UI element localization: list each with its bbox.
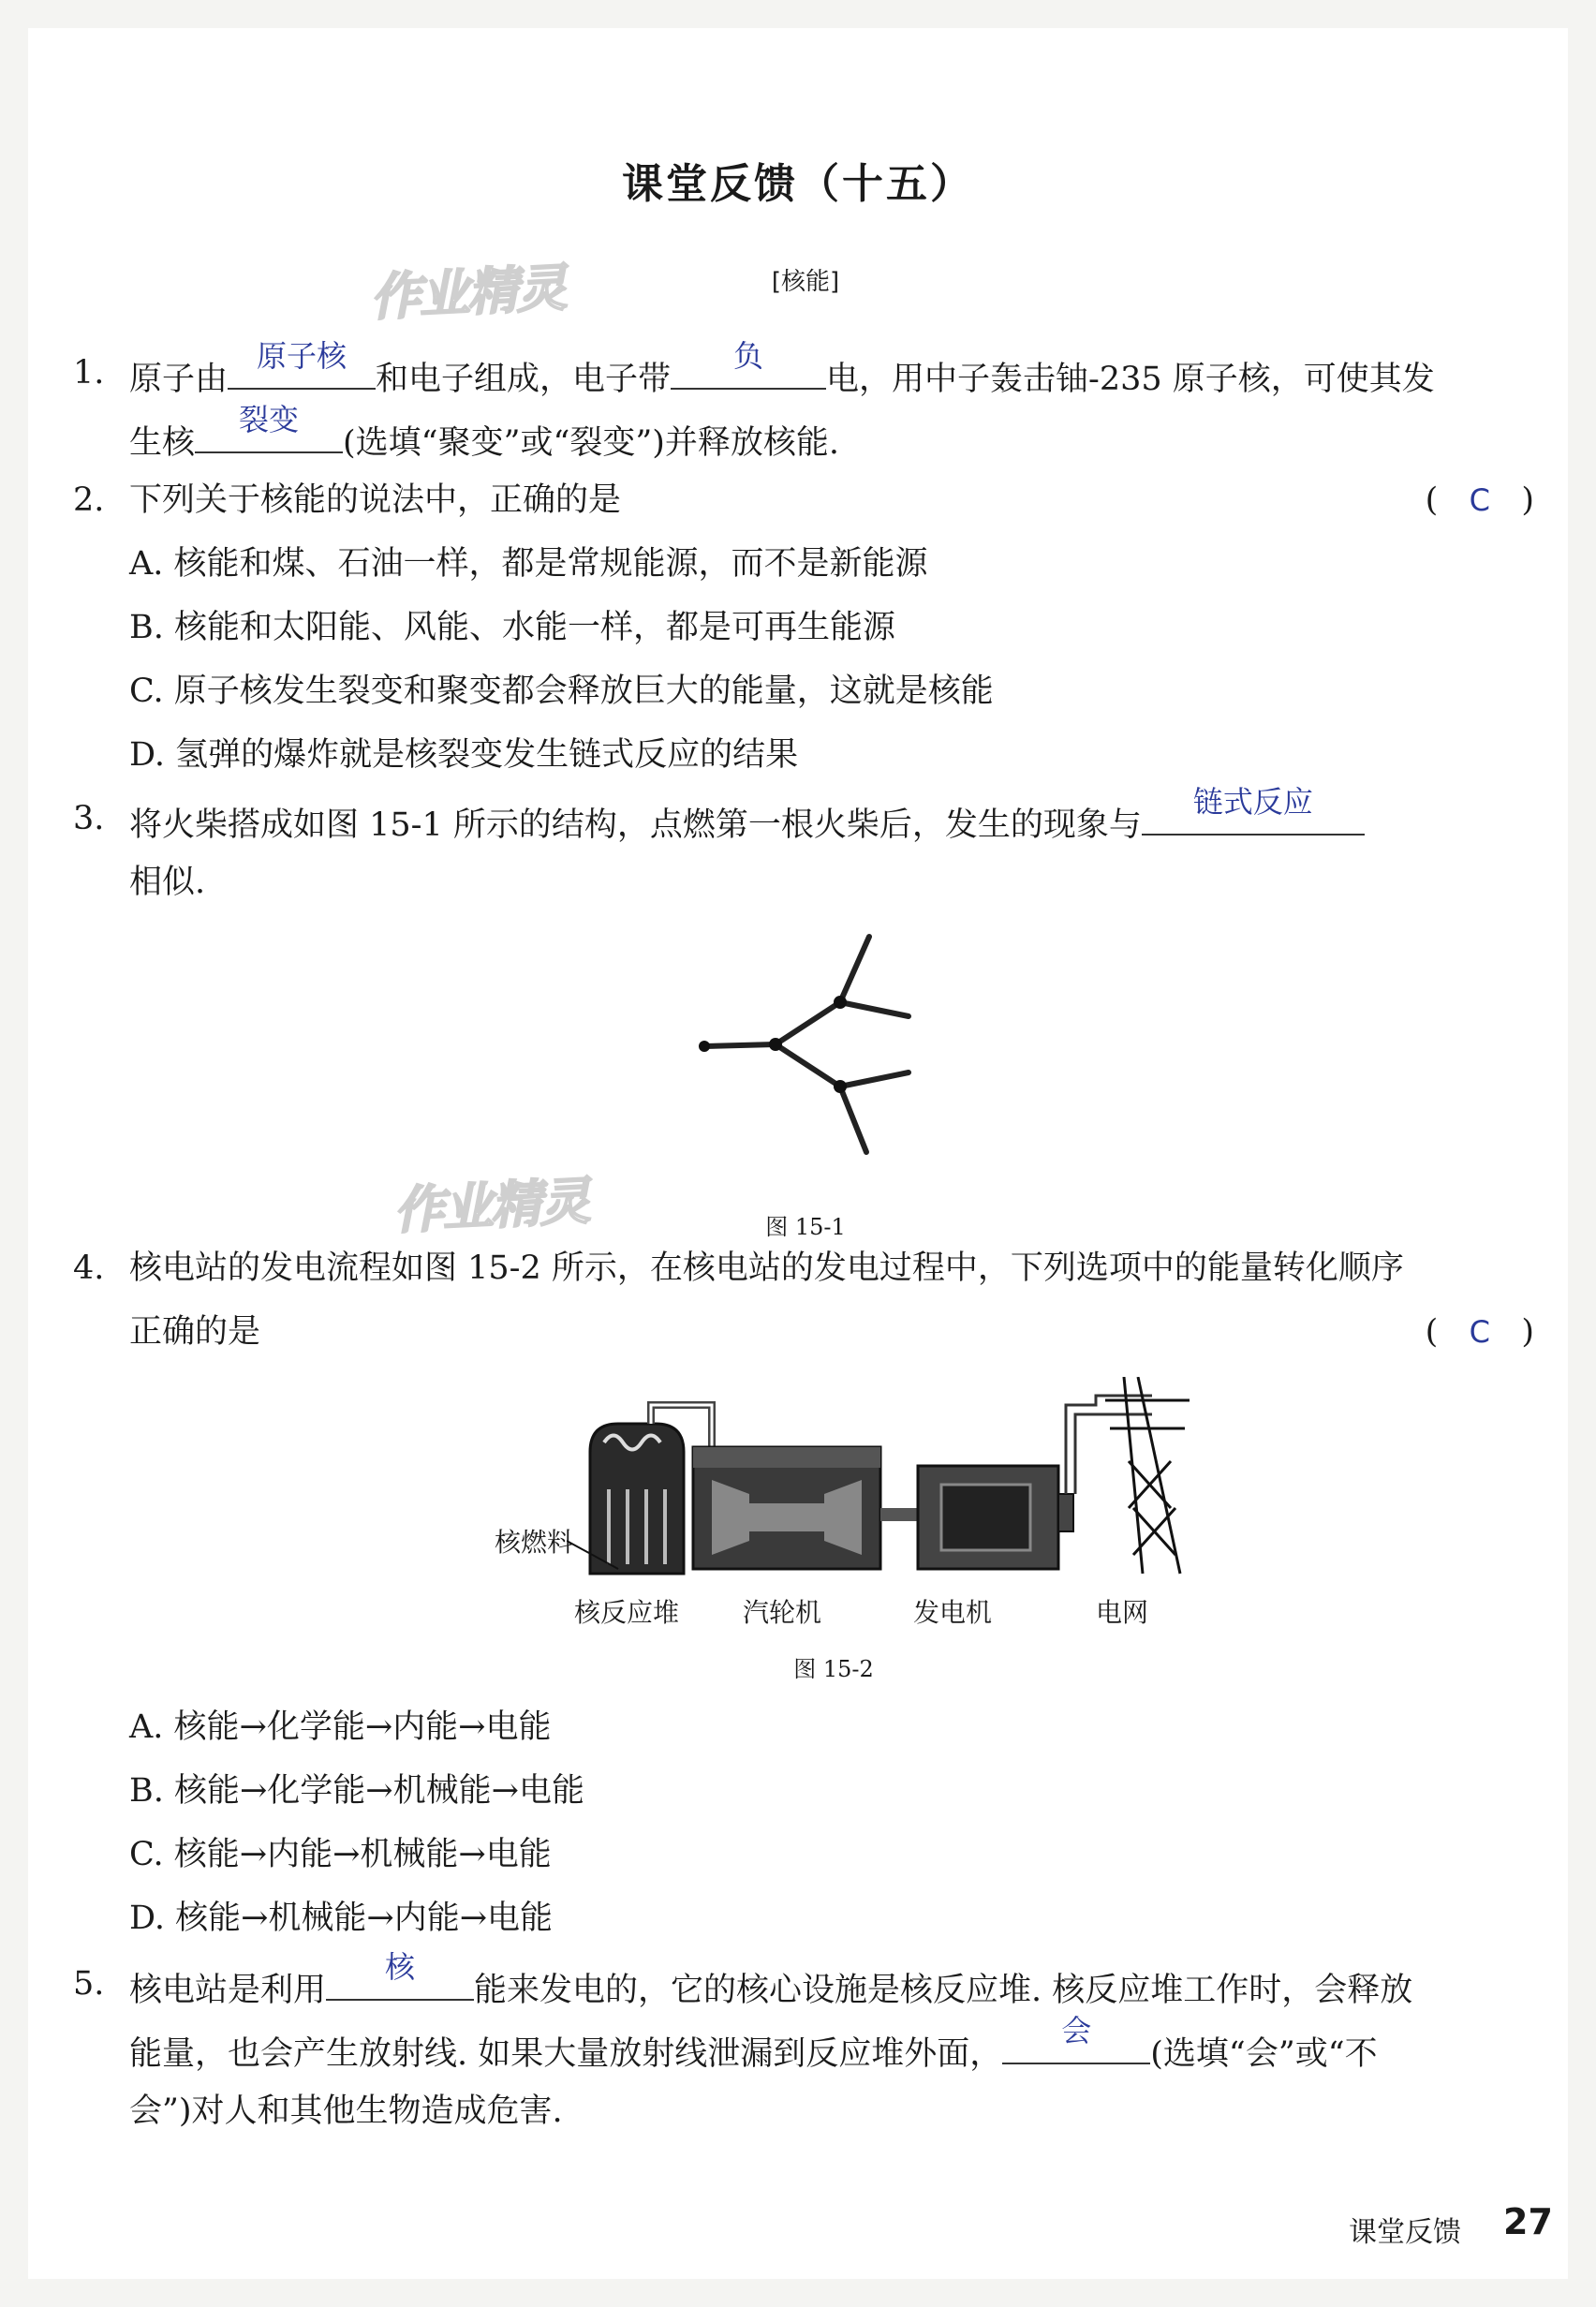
q1-text-3: 电，用中子轰击铀-235 原子核，可使其发 [826,361,1435,398]
q1-text-1: 原子由 [129,361,229,398]
q5-text-2: 能来发电的，它的核心设施是核反应堆. 核反应堆工作时，会释放 [474,1972,1413,2009]
q2-option-d: D. 氢弹的爆炸就是核裂变发生链式反应的结果 [129,736,799,774]
q1-line2 [129,402,840,466]
turbine-icon [693,1447,880,1569]
figure-15-2-power-plant [571,1377,1190,1602]
q5-answer-1: 核 [385,1949,416,1985]
q2-option-a: A. 核能和煤、石油一样，都是常规能源，而不是新能源 [129,545,928,583]
q5-line3: 会”)对人和其他生物造成危害. [129,2093,563,2130]
q5-text-3: 能量，也会产生放射线. 如果大量放射线泄漏到反应堆外面， [129,2035,1003,2073]
watermark-top: 作业精灵 [368,258,567,328]
label-grid: 电网 [1096,1597,1149,1628]
q4-option-d: D. 核能→机械能→内能→电能 [129,1900,554,1937]
q1-blank-1[interactable] [228,338,376,390]
q2-number: 2. [73,481,105,519]
label-turbine: 汽轮机 [743,1597,822,1628]
label-nuclear-fuel: 核燃料 [495,1527,574,1558]
q1-line1 [129,338,1435,402]
q4-option-a: A. 核能→化学能→内能→电能 [129,1708,552,1746]
q1-answer-3: 裂变 [239,402,300,437]
q1-text-4: 生核 [129,424,196,462]
page-number: 27 [1503,2201,1553,2242]
label-reactor: 核反应堆 [574,1597,680,1628]
q4-option-c: C. 核能→内能→机械能→电能 [129,1836,552,1873]
watermark-middle: 作业精灵 [392,1171,590,1241]
q5-answer-2: 会 [1061,2013,1092,2048]
label-fuel-pointer [567,1531,623,1578]
q5-blank-1[interactable] [326,1949,474,2001]
label-generator: 发电机 [913,1597,993,1628]
q3-blank-1[interactable] [1142,784,1365,836]
q1-text-5: (选填“聚变”或“裂变”)并释放核能. [343,424,840,462]
q1-text-2: 和电子组成，电子带 [376,361,672,398]
section-tag: [核能] [771,268,840,296]
q3-answer-1: 链式反应 [1192,784,1313,820]
q5-text-4: (选填“会”或“不 [1150,2035,1378,2073]
q4-option-b: B. 核能→化学能→机械能→电能 [129,1772,584,1810]
q5-number: 5. [73,1965,105,2003]
q2-answer-bracket: ( C ) [1425,481,1534,519]
q1-answer-1: 原子核 [257,338,347,374]
page-title: 课堂反馈（十五） [622,160,974,208]
q4-answer-bracket: ( C ) [1425,1313,1534,1351]
q3-text-1: 将火柴搭成如图 15-1 所示的结构，点燃第一根火柴后，发生的现象与 [129,806,1142,844]
figure-15-1-caption: 图 15-1 [765,1214,846,1240]
q1-blank-2[interactable] [671,338,826,390]
q4-number: 4. [73,1250,105,1287]
q1-number: 1. [73,354,105,392]
power-tower-icon [1105,1377,1190,1574]
q2-answer: C [1469,482,1490,518]
figure-15-2-caption: 图 15-2 [793,1656,874,1682]
q3-line2: 相似. [129,864,206,901]
q2-option-b: B. 核能和太阳能、风能、水能一样，都是可再生能源 [129,609,895,646]
q1-blank-3[interactable] [195,402,343,453]
q3-number: 3. [73,800,105,837]
q4-answer: C [1469,1314,1490,1350]
q2-stem: 下列关于核能的说法中，正确的是 [129,481,622,519]
q5-blank-2[interactable] [1002,2013,1150,2064]
generator-icon [918,1466,1073,1569]
q4-line2: 正确的是 [129,1313,261,1351]
q5-text-1: 核电站是利用 [129,1972,327,2009]
q5-line2 [129,2013,1378,2077]
q4-line1: 核电站的发电流程如图 15-2 所示，在核电站的发电过程中，下列选项中的能量转化顺序 [129,1250,1404,1287]
q2-option-c: C. 原子核发生裂变和聚变都会释放巨大的能量，这就是核能 [129,673,994,710]
q5-line1 [129,1949,1413,2013]
q3-line1 [129,784,1365,848]
q1-answer-2: 负 [733,338,764,374]
footer-section-label: 课堂反馈 [1349,2216,1461,2249]
figure-15-1-matchsticks [684,927,927,1161]
